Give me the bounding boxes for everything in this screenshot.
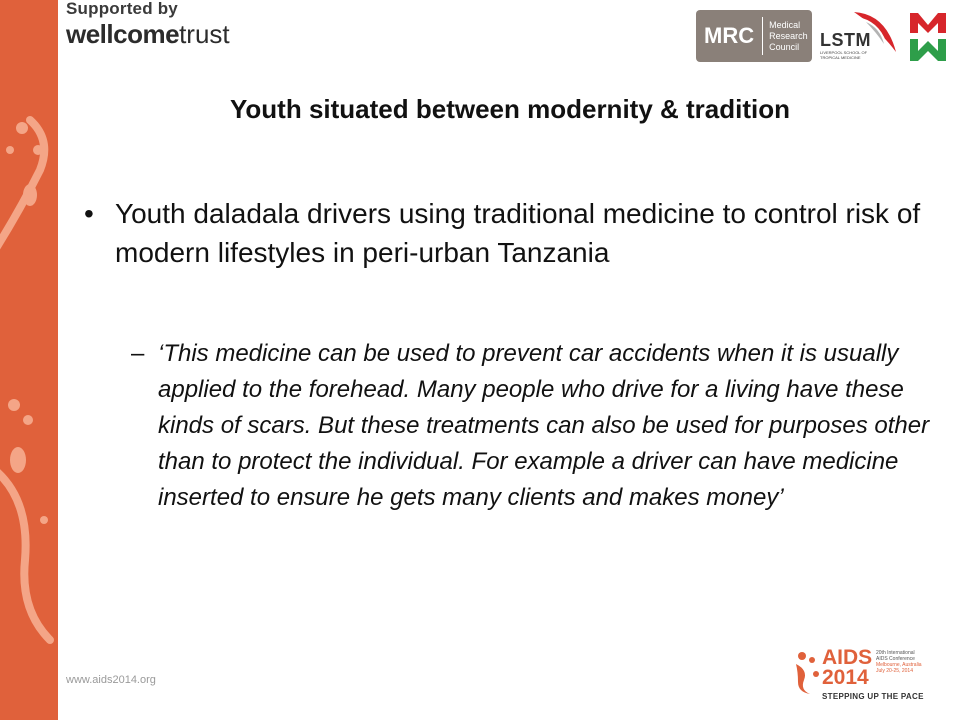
conference-details — [876, 650, 922, 674]
bullet-dot: • — [84, 198, 94, 229]
aids-year: 2014 — [822, 666, 869, 689]
conf-line-4: July 20-25, 2014 — [876, 668, 913, 674]
conf-line-3: Melbourne, Australia — [876, 662, 922, 668]
mrc-line-3: Council — [769, 41, 800, 52]
conf-line-1: 20th International — [876, 650, 915, 656]
slide-title: Youth situated between modernity & tradition — [230, 94, 790, 124]
lstm-sub-line-2: TROPICAL MEDICINE — [820, 55, 861, 60]
lstm-subtitle — [820, 50, 867, 60]
quote-text: ‘This medicine can be used to prevent car accidents when it is usually applied to the forehead. Many people who drive for a living have these kinds of scars. But these treatments can also be used for purposes other than to protect the individual. For example a driver can have medicine inserted to ensure he gets many clients and makes money’ — [158, 340, 930, 511]
main-bullet — [84, 194, 930, 272]
aids2014-logo — [792, 646, 952, 710]
wellcome-trust-logo — [66, 20, 230, 48]
sub-bullet-dash: – — [131, 340, 145, 367]
mrc-line-1: Medical — [769, 19, 801, 30]
lstm-abbr: LSTM — [820, 30, 871, 50]
mw-logo-icon — [906, 7, 950, 65]
wellcome-word: wellcome — [66, 19, 180, 49]
mrc-logo — [696, 10, 812, 62]
footprints-pattern-icon — [0, 0, 58, 720]
main-bullet-text: Youth daladala drivers using traditional medicine to control risk of modern lifestyles in peri-urban Tanzania — [115, 198, 921, 268]
quote-sub-bullet — [131, 336, 931, 516]
decorative-sidebar — [0, 0, 58, 720]
lstm-logo — [816, 8, 902, 64]
footer-url: www.aids2014.org — [66, 674, 156, 686]
conf-line-2: AIDS Conference — [876, 656, 915, 662]
aids-word: AIDS — [822, 646, 873, 669]
mrc-name — [763, 20, 808, 53]
partner-logos — [696, 8, 950, 64]
conference-tagline: STEPPING UP THE PACE — [822, 692, 924, 701]
supported-by-label: Supported by — [66, 0, 178, 18]
mrc-line-2: Research — [769, 30, 808, 41]
trust-word: trust — [179, 19, 230, 49]
supported-by-wellcome — [66, 0, 230, 48]
aids-figure-icon — [792, 650, 822, 696]
lstm-sub-line-1: LIVERPOOL SCHOOL OF — [820, 50, 868, 55]
mrc-abbr: MRC — [696, 17, 763, 55]
